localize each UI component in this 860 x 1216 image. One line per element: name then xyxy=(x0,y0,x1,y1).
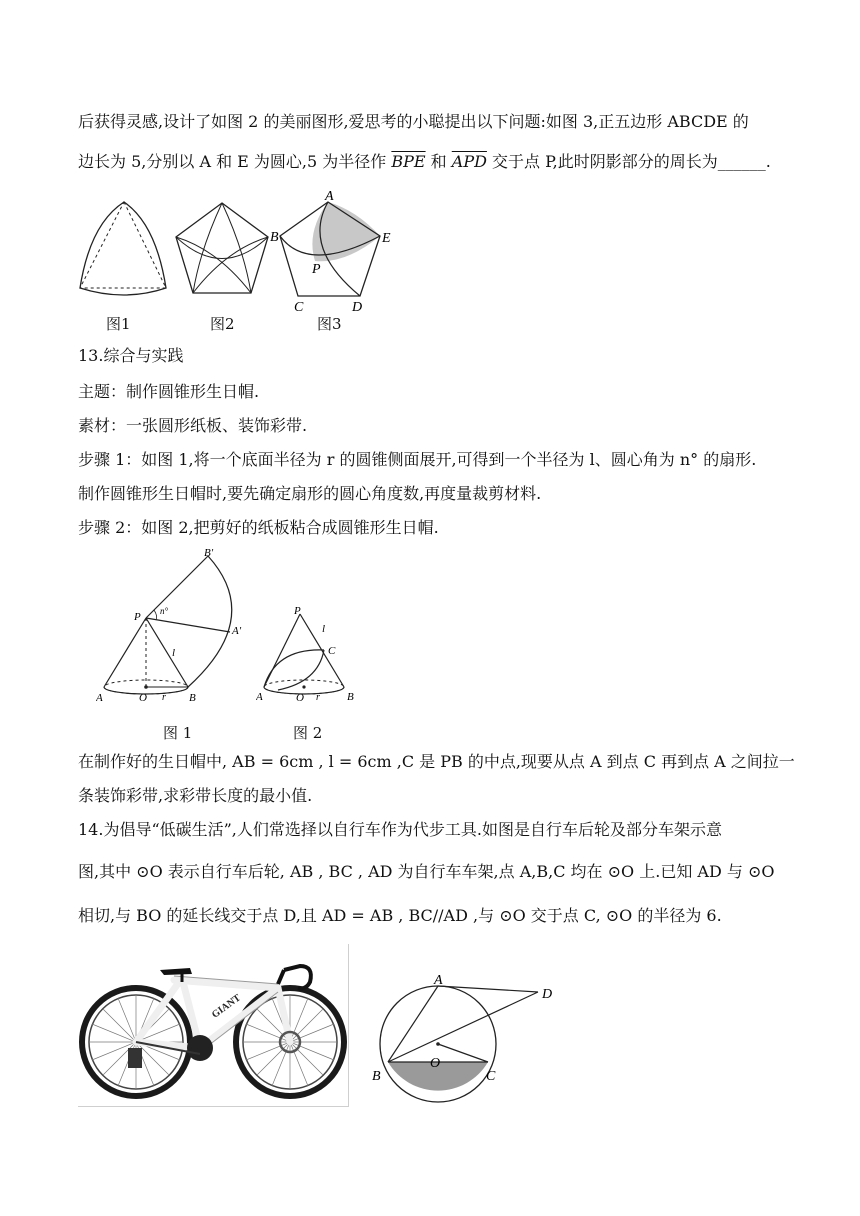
label-a: A xyxy=(325,189,334,204)
label-c: C xyxy=(294,300,304,314)
arc-apd: $\overline{APD}$ xyxy=(451,152,487,171)
label-e: E xyxy=(382,231,391,246)
segment-ad xyxy=(438,986,538,992)
hat-center-o xyxy=(302,685,305,688)
sector-radius-pb2 xyxy=(146,556,208,618)
fig1-label-a-prime: A′ xyxy=(232,625,242,637)
angle-mark xyxy=(154,610,157,620)
q12-caption-1: 图1 xyxy=(106,315,131,333)
q12-figure-1 xyxy=(74,198,174,302)
fig1-label-l: l xyxy=(172,647,176,659)
fig1-label-b-prime: B′ xyxy=(204,548,214,559)
fig1-label-n: n° xyxy=(160,606,169,616)
bike-saddle xyxy=(160,968,192,975)
diagram-label-a: A xyxy=(434,973,443,988)
fig2-label-o: O xyxy=(296,692,304,704)
chainring xyxy=(187,1035,213,1061)
q14-circle-diagram xyxy=(366,972,572,1120)
q13-step2: 步骤 2：如图 2,把剪好的纸板粘合成圆锥形生日帽. xyxy=(78,518,439,537)
q12-caption-2: 图2 xyxy=(210,315,235,333)
dashed-triangle xyxy=(80,202,166,288)
q13-question-line1: 在制作好的生日帽中, AB = 6cm , l = 6cm ,C 是 PB 的中点,现要从点 A 到点 C 再到点 A 之间拉一 xyxy=(78,752,795,771)
center-o xyxy=(144,685,148,689)
ribbon-front xyxy=(278,650,324,690)
fig1-label-o: O xyxy=(139,692,147,704)
diagram-label-c: C xyxy=(486,1069,496,1084)
q12-line2-part-a: 边长为 5,分别以 A 和 E 为圆心,5 为半径作 xyxy=(78,152,392,171)
fig2-label-l: l xyxy=(322,623,326,635)
center-o-dot xyxy=(436,1042,440,1046)
fig1-label-p: P xyxy=(134,611,141,623)
q12-text-line1: 后获得灵感,设计了如图 2 的美丽图形,爱思考的小聪提出以下问题:如图 3,正五边形 ABCDE 的 xyxy=(78,112,749,131)
star-arc-3 xyxy=(222,203,251,293)
fig2-label-a: A xyxy=(256,691,263,703)
q13-caption-2: 图 2 xyxy=(293,724,323,742)
reuleaux-outline xyxy=(80,202,166,295)
arc-bpe: $\overline{BPE}$ xyxy=(391,152,426,171)
q13-title: 13.综合与实践 xyxy=(78,346,184,365)
bike-brand-logo: GIANT xyxy=(209,992,243,1021)
fig2-label-p: P xyxy=(294,605,301,617)
bike-stem xyxy=(278,970,284,984)
bicycle-drawing xyxy=(78,944,348,1106)
fig2-label-r: r xyxy=(316,692,320,703)
star-arc-5 xyxy=(193,237,268,293)
diagram-label-b: B xyxy=(372,1069,381,1084)
q13-question-line2: 条装饰彩带,求彩带长度的最小值. xyxy=(78,786,313,805)
fig2-label-b: B xyxy=(347,691,354,703)
q13-material: 素材：一张圆形纸板、装饰彩带. xyxy=(78,416,308,435)
segment-oc xyxy=(438,1044,488,1062)
sector-radius-pa2 xyxy=(146,618,230,632)
star-arc-1 xyxy=(176,237,268,259)
q12-caption-3: 图3 xyxy=(317,315,342,333)
label-b: B xyxy=(270,230,279,245)
q14-line3: 相切,与 BO 的延长线交于点 D,且 AD = AB , BC//AD ,与 ⊙O 交于点 C, ⊙O 的半径为 6. xyxy=(78,906,722,925)
q13-step1-line1: 步骤 1：如图 1,将一个底面半径为 r 的圆锥侧面展开,可得到一个半径为 l、圆心角为 n° 的扇形. xyxy=(78,450,757,469)
star-arc-4 xyxy=(176,237,251,293)
q13-topic: 主题：制作圆锥形生日帽. xyxy=(78,382,260,401)
q14-line2: 图,其中 ⊙O 表示自行车后轮, AB , BC , AD 为自行车车架,点 A,B,C 均在 ⊙O 上.已知 AD 与 ⊙O xyxy=(78,862,775,881)
fig1-label-b: B xyxy=(189,692,196,704)
q12-figure-2 xyxy=(172,200,272,298)
label-d: D xyxy=(352,300,363,314)
shaded-region xyxy=(312,202,380,261)
diagram-label-d: D xyxy=(542,987,553,1002)
fig2-label-c: C xyxy=(328,645,336,657)
ribbon-back xyxy=(264,650,324,687)
q14-line1: 14.为倡导“低碳生活”,人们常选择以自行车作为代步工具.如图是自行车后轮及部分车架示意 xyxy=(78,820,722,839)
q12-line2-part-c: 交于点 P,此时阴影部分的周长为______. xyxy=(486,152,771,171)
hat-edge-pa xyxy=(264,614,300,687)
fig1-label-r: r xyxy=(162,692,166,703)
star-arc-2 xyxy=(193,203,222,293)
q13-figure-1 xyxy=(96,548,266,708)
q13-figure-2 xyxy=(256,604,362,706)
q13-caption-1: 图 1 xyxy=(163,724,193,742)
cone-edge-pb xyxy=(146,618,188,687)
q13-step1-line2: 制作圆锥形生日帽时,要先确定扇形的圆心角度数,再度量裁剪材料. xyxy=(78,484,542,503)
q12-line2-part-b: 和 xyxy=(425,152,452,171)
label-p: P xyxy=(312,262,321,277)
bicycle-photo xyxy=(78,944,349,1107)
rear-derailleur xyxy=(128,1048,142,1068)
q12-figure-3 xyxy=(268,188,398,314)
q12-text-line2 xyxy=(78,152,784,172)
fig1-label-a: A xyxy=(96,692,103,704)
diagram-label-o: O xyxy=(430,1056,441,1071)
cone-edge-pa xyxy=(104,618,146,687)
sector-arc xyxy=(188,556,232,687)
